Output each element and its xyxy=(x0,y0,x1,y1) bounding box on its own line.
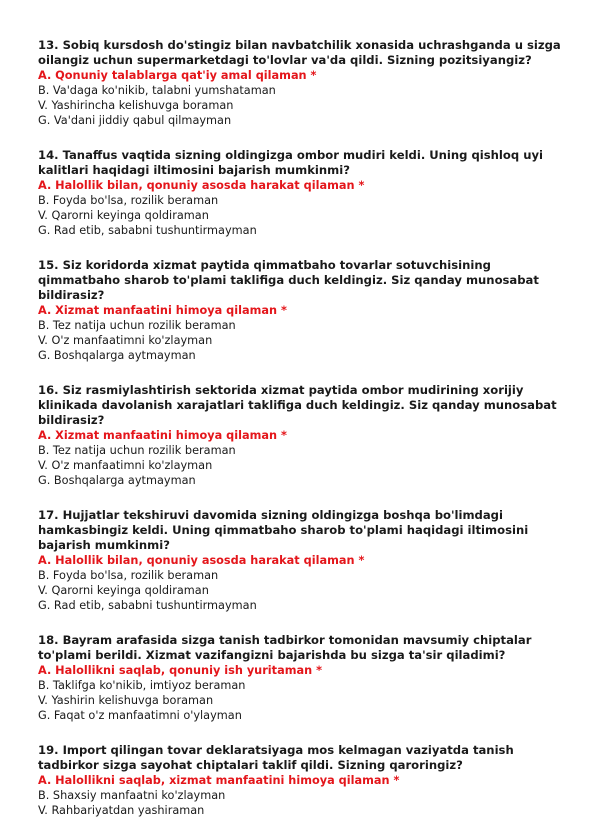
option: B. Taklifga ko'nikib, imtiyoz beraman xyxy=(38,679,246,692)
option: G. Rad etib, sababni tushuntirmayman xyxy=(38,599,257,612)
question-text: 15. Siz koridorda xizmat paytida qimmatbaho tovarlar sotuvchisining qimmatbaho sharob to'plami taklifiga duch keldingiz. Siz qanday munosabat bildirasiz? xyxy=(38,258,539,302)
option: V. O'z manfaatimni ko'zlayman xyxy=(38,459,213,472)
document-page xyxy=(38,38,568,838)
option-correct: A. Halollik bilan, qonuniy asosda harakat qilaman * xyxy=(38,179,365,192)
question-16 xyxy=(38,383,568,488)
option: B. Foyda bo'lsa, rozilik beraman xyxy=(38,194,219,207)
option: V. Qarorni keyinga qoldiraman xyxy=(38,209,209,222)
option: G. Va'dani jiddiy qabul qilmayman xyxy=(38,114,232,127)
option: B. Foyda bo'lsa, rozilik beraman xyxy=(38,569,219,582)
option-correct: A. Halollikni saqlab, xizmat manfaatini himoya qilaman * xyxy=(38,774,400,787)
question-17 xyxy=(38,508,568,613)
option: G. Faqat o'z manfaatimni o'ylayman xyxy=(38,709,242,722)
option-correct: A. Halollik bilan, qonuniy asosda harakat qilaman * xyxy=(38,554,365,567)
question-15 xyxy=(38,258,568,363)
option: G. Boshqalarga aytmayman xyxy=(38,474,196,487)
option: V. Yashirincha kelishuvga boraman xyxy=(38,99,234,112)
option: G. Rad etib, sababni tushuntirmayman xyxy=(38,224,257,237)
option: V. O'z manfaatimni ko'zlayman xyxy=(38,334,213,347)
option: G. Boshqalarga aytmayman xyxy=(38,349,196,362)
question-13 xyxy=(38,38,568,128)
option: V. Yashirin kelishuvga boraman xyxy=(38,694,214,707)
question-text: 16. Siz rasmiylashtirish sektorida xizmat paytida ombor mudirining xorijiy klinikada davolanish xarajatlari taklifiga duch keldingiz. Siz qanday munosabat bildirasiz? xyxy=(38,383,557,427)
option: V. Rahbariyatdan yashiraman xyxy=(38,804,205,817)
question-19 xyxy=(38,743,568,818)
option-correct: A. Qonuniy talablarga qat'iy amal qilaman * xyxy=(38,69,317,82)
question-text: 18. Bayram arafasida sizga tanish tadbirkor tomonidan mavsumiy chiptalar to'plami berildi. Xizmat vazifangizni bajarishda bu sizga ta'sir qiladimi? xyxy=(38,633,532,662)
question-text: 17. Hujjatlar tekshiruvi davomida sizning oldingizga boshqa bo'limdagi hamkasbingiz keldi. Uning qimmatbaho sharob to'plami haqidagi iltimosini bajarish mumkinmi? xyxy=(38,508,529,552)
option: B. Tez natija uchun rozilik beraman xyxy=(38,444,236,457)
option: V. Qarorni keyinga qoldiraman xyxy=(38,584,209,597)
option: B. Shaxsiy manfaatni ko'zlayman xyxy=(38,789,226,802)
option: B. Tez natija uchun rozilik beraman xyxy=(38,319,236,332)
option-correct: A. Xizmat manfaatini himoya qilaman * xyxy=(38,429,287,442)
question-18 xyxy=(38,633,568,723)
option: B. Va'daga ko'nikib, talabni yumshataman xyxy=(38,84,276,97)
option-correct: A. Halollikni saqlab, qonuniy ish yuritaman * xyxy=(38,664,322,677)
option-correct: A. Xizmat manfaatini himoya qilaman * xyxy=(38,304,287,317)
question-text: 13. Sobiq kursdosh do'stingiz bilan navbatchilik xonasida uchrashganda u sizga oilangiz uchun supermarketdagi to'lovlar va'da qildi. Sizning pozitsiyangiz? xyxy=(38,38,561,67)
question-text: 19. Import qilingan tovar deklaratsiyaga mos kelmagan vaziyatda tanish tadbirkor sizga sayohat chiptalari taklif qildi. Sizning qaroringiz? xyxy=(38,743,514,772)
question-14 xyxy=(38,148,568,238)
question-text: 14. Tanaffus vaqtida sizning oldingizga ombor mudiri keldi. Uning qishloq uyi kalitlari haqidagi iltimosini bajarish mumkinmi? xyxy=(38,148,543,177)
